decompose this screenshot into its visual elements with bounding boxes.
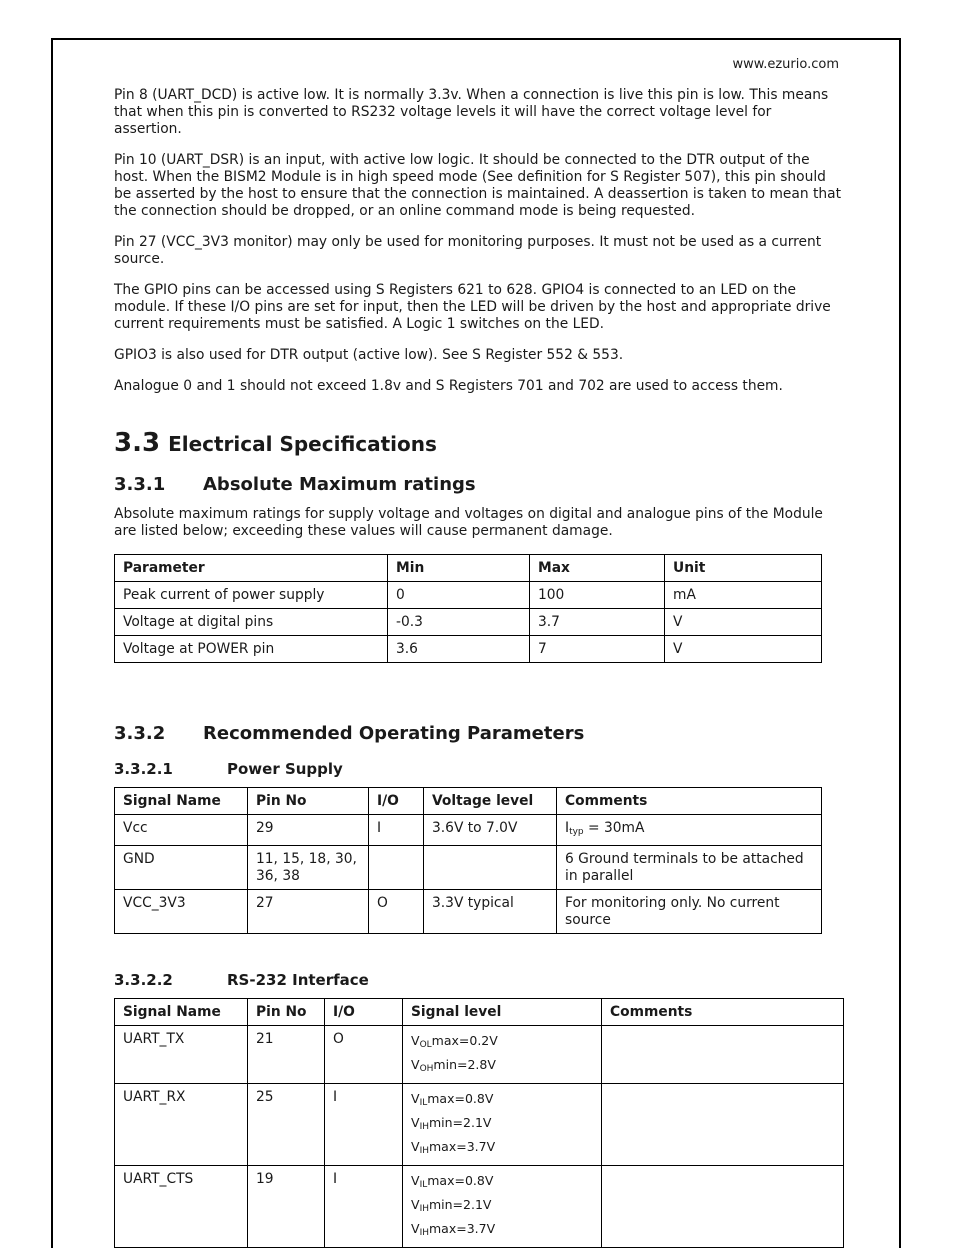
subsection-number: 3.3.1 [114,474,166,495]
table-row [115,815,822,846]
signal-symbol: V [411,1115,420,1130]
paragraph: Pin 10 (UART_DSR) is an input, with active low logic. It should be connected to the DTR output of the host. When the BISM2 Module is in high speed mode (See definition for S Register 507), this pin should be asserted by the host to ensure that the connection is maintained. A deassertion is taken to mean that the connection should be dropped, or an online command mode is being requested. [114,152,842,219]
table-cell: 25 [248,1084,325,1166]
column-header: Signal level [403,999,602,1026]
table-cell: For monitoring only. No current source [557,890,822,934]
column-header: Min [388,555,530,582]
column-header: Comments [602,999,844,1026]
signal-symbol: V [411,1033,420,1048]
signal-symbol: V [411,1173,420,1188]
section-title: Electrical Specifications [168,432,437,456]
table-cell: VCC_3V3 [115,890,248,934]
table-cell: 7 [530,636,665,663]
paragraph: Pin 27 (VCC_3V3 monitor) may only be used for monitoring purposes. It must not be used as a current source. [114,234,822,267]
signal-level-line [411,1031,593,1055]
column-header: Signal Name [115,999,248,1026]
paragraph: GPIO3 is also used for DTR output (active low). See S Register 552 & 553. [114,347,624,363]
signal-symbol: V [411,1091,420,1106]
signal-value: min=2.1V [428,1197,492,1212]
table-header-row [115,555,822,582]
subsection-title: Absolute Maximum ratings [203,474,476,495]
table-row [115,890,822,934]
table-cell: -0.3 [388,609,530,636]
table-row [115,1026,844,1084]
table-cell: Vcc [115,815,248,846]
signal-level-line [411,1137,593,1161]
table-row [115,582,822,609]
table-cell: Peak current of power supply [115,582,388,609]
page-content [114,87,842,1248]
paragraph: Pin 8 (UART_DCD) is active low. It is normally 3.3v. When a connection is live this pin is low. This means that when this pin is converted to RS232 voltage levels it will have the correct voltage level for assertion. [114,87,829,137]
subsection-heading [114,472,842,498]
table-cell: V [665,609,822,636]
signal-level-line [411,1219,593,1243]
column-header: Parameter [115,555,388,582]
column-header: Comments [557,788,822,815]
column-header: Signal Name [115,788,248,815]
table-row [115,609,822,636]
column-header: Pin No [248,999,325,1026]
table-cell: 3.3V typical [424,890,557,934]
table-cell: 11, 15, 18, 30, 36, 38 [248,846,369,890]
column-header: Max [530,555,665,582]
signal-level-line [411,1171,593,1195]
signal-symbol: V [411,1139,420,1154]
table-cell: Voltage at digital pins [115,609,388,636]
subsection-title: Recommended Operating Parameters [203,723,585,744]
table-cell: UART_CTS [115,1166,248,1248]
signal-value: max=0.8V [427,1091,494,1106]
table-cell: UART_TX [115,1026,248,1084]
header-url: www.ezurio.com [732,57,839,72]
subsubsection-title: RS-232 Interface [227,971,369,989]
signal-subscript: OL [419,1040,432,1050]
table-row [115,636,822,663]
table-cell: mA [665,582,822,609]
rs232-table [114,998,844,1248]
signal-subscript: IL [419,1098,428,1108]
signal-subscript: IH [419,1228,429,1238]
table-cell: 3.7 [530,609,665,636]
table-cell: 27 [248,890,369,934]
signal-subscript: IH [419,1146,429,1156]
table-cell: O [325,1026,403,1084]
signal-value: max=3.7V [428,1139,496,1154]
signal-level-line [411,1113,593,1137]
signal-value: max=0.2V [431,1033,498,1048]
table-cell: 29 [248,815,369,846]
subsection-intro: Absolute maximum ratings for supply voltage and voltages on digital and analogue pins of the Module are listed below; exceeding these values will cause permanent damage. [114,506,823,539]
table-cell [557,815,822,846]
subsubsection-number: 3.3.2.2 [114,971,173,989]
column-header: I/O [325,999,403,1026]
table-cell [369,846,424,890]
subsubsection-number: 3.3.2.1 [114,760,173,778]
table-cell: 3.6 [388,636,530,663]
signal-subscript: IH [419,1122,429,1132]
absolute-max-table [114,554,822,663]
signal-value: min=2.8V [433,1057,496,1072]
signal-level-cell [403,1166,602,1248]
signal-value: min=2.1V [428,1115,492,1130]
table-cell: 19 [248,1166,325,1248]
column-header: Voltage level [424,788,557,815]
signal-symbol: V [411,1057,420,1072]
table-cell: V [665,636,822,663]
signal-symbol: V [411,1221,420,1236]
signal-level-line [411,1195,593,1219]
table-cell: O [369,890,424,934]
table-cell [602,1026,844,1084]
table-cell [424,846,557,890]
table-cell: 21 [248,1026,325,1084]
table-cell [602,1166,844,1248]
table-cell: 0 [388,582,530,609]
table-row [115,1166,844,1248]
signal-subscript: IH [419,1204,429,1214]
column-header: Pin No [248,788,369,815]
table-cell: 100 [530,582,665,609]
signal-value: max=3.7V [428,1221,496,1236]
comment-subscript: typ [569,827,584,837]
table-row [115,1084,844,1166]
table-cell: I [325,1084,403,1166]
column-header: I/O [369,788,424,815]
table-cell: Voltage at POWER pin [115,636,388,663]
subsubsection-title: Power Supply [227,760,343,778]
subsubsection-heading [114,759,842,779]
table-cell: I [369,815,424,846]
signal-subscript: IL [419,1180,428,1190]
signal-value: max=0.8V [427,1173,494,1188]
table-cell: GND [115,846,248,890]
subsection-number: 3.3.2 [114,723,166,744]
table-row [115,846,822,890]
signal-level-cell [403,1026,602,1084]
table-cell: 3.6V to 7.0V [424,815,557,846]
comment-text: I [565,820,570,836]
section-number: 3.3 [114,428,161,458]
power-supply-table [114,787,822,934]
signal-level-cell [403,1084,602,1166]
signal-subscript: OH [419,1064,434,1074]
paragraph: Analogue 0 and 1 should not exceed 1.8v and S Registers 701 and 702 are used to access them. [114,378,783,394]
table-cell [602,1084,844,1166]
table-cell: I [325,1166,403,1248]
table-header-row [115,999,844,1026]
subsection-heading [114,721,842,747]
paragraph: The GPIO pins can be accessed using S Registers 621 to 628. GPIO4 is connected to an LED on the module. If these I/O pins are set for input, then the LED will be driven by the host and appropriate drive current requirements must be satisfied. A Logic 1 switches on the LED. [114,282,831,332]
table-cell: UART_RX [115,1084,248,1166]
signal-symbol: V [411,1197,420,1212]
signal-level-line [411,1089,593,1113]
column-header: Unit [665,555,822,582]
subsubsection-heading [114,970,842,990]
signal-level-line [411,1055,593,1079]
table-header-row [115,788,822,815]
table-cell: 6 Ground terminals to be attached in parallel [557,846,822,890]
comment-text: = 30mA [583,820,645,836]
section-heading [114,429,842,458]
